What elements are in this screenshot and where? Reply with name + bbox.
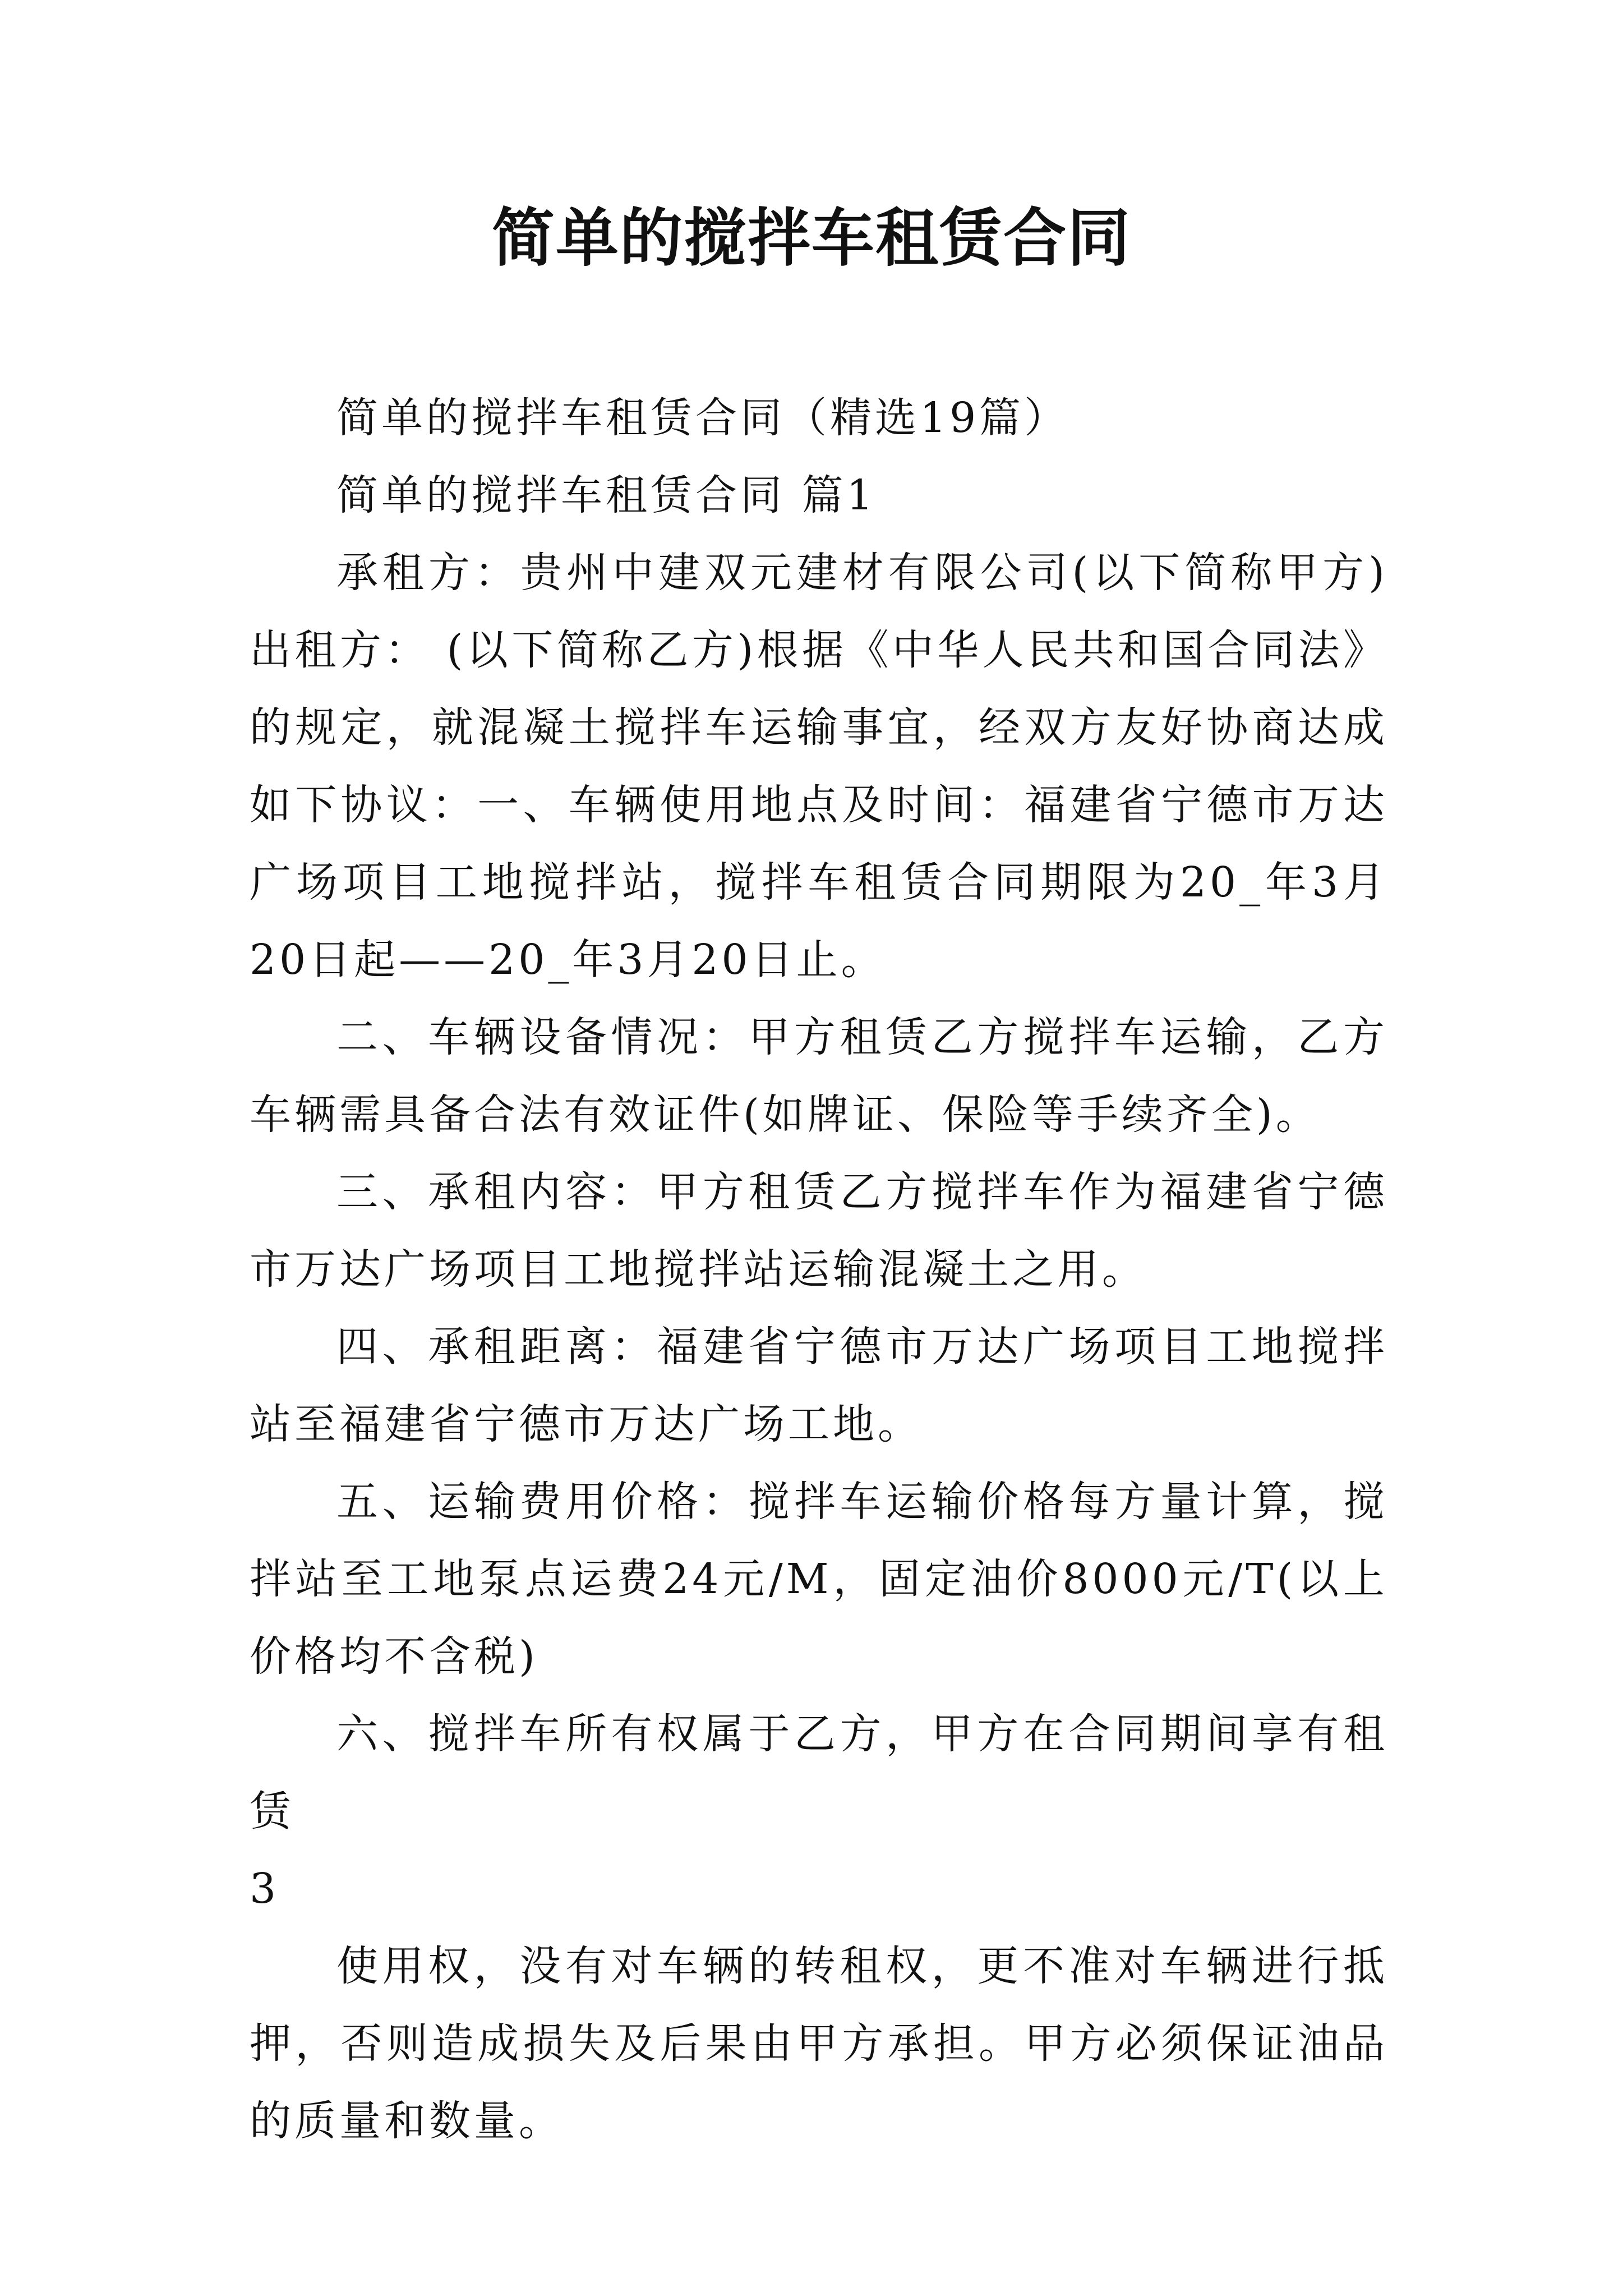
paragraph-subtitle: 简单的搅拌车租赁合同（精选19篇）: [336, 394, 1069, 442]
paragraph-parties: 承租方：贵州中建双元建材有限公司(以下简称甲方)出租方： (以下简称乙方)根据《中华人民共和国合同法》的规定，就混凝土搅拌车运输事宜，经双方友好协商达成如下协议：一、车辆使用地点及时间：福建省宁德市万达广场项目工地搅拌站，搅拌车租赁合同期限为20_年3月20日起——20_年3月20日止。: [250, 549, 1388, 984]
paragraph-clause-6: 六、搅拌车所有权属于乙方，甲方在合同期间享有租赁: [250, 1710, 1388, 1835]
page-number-marker: 3: [250, 1865, 280, 1913]
paragraph-clause-5: 五、运输费用价格：搅拌车运输价格每方量计算，搅拌站至工地泵点运费24元/M，固定油价8000元/T(以上价格均不含税): [250, 1478, 1388, 1681]
document-title: 简单的搅拌车租赁合同: [492, 201, 1131, 275]
paragraph-clause-3: 三、承租内容：甲方租赁乙方搅拌车作为福建省宁德市万达广场项目工地搅拌站运输混凝土之用。: [250, 1168, 1388, 1294]
paragraph-clause-2: 二、车辆设备情况：甲方租赁乙方搅拌车运输，乙方车辆需具备合法有效证件(如牌证、保险等手续齐全)。: [250, 1013, 1388, 1139]
paragraph-clause-4: 四、承租距离：福建省宁德市万达广场项目工地搅拌站至福建省宁德市万达广场工地。: [250, 1323, 1388, 1448]
paragraph-clause-6-continued: 使用权，没有对车辆的转租权，更不准对车辆进行抵押，否则造成损失及后果由甲方承担。甲方必须保证油品的质量和数量。: [250, 1942, 1388, 2145]
document-body: [250, 379, 1388, 2160]
paragraph-section-heading: 简单的搅拌车租赁合同 篇1: [336, 471, 877, 519]
